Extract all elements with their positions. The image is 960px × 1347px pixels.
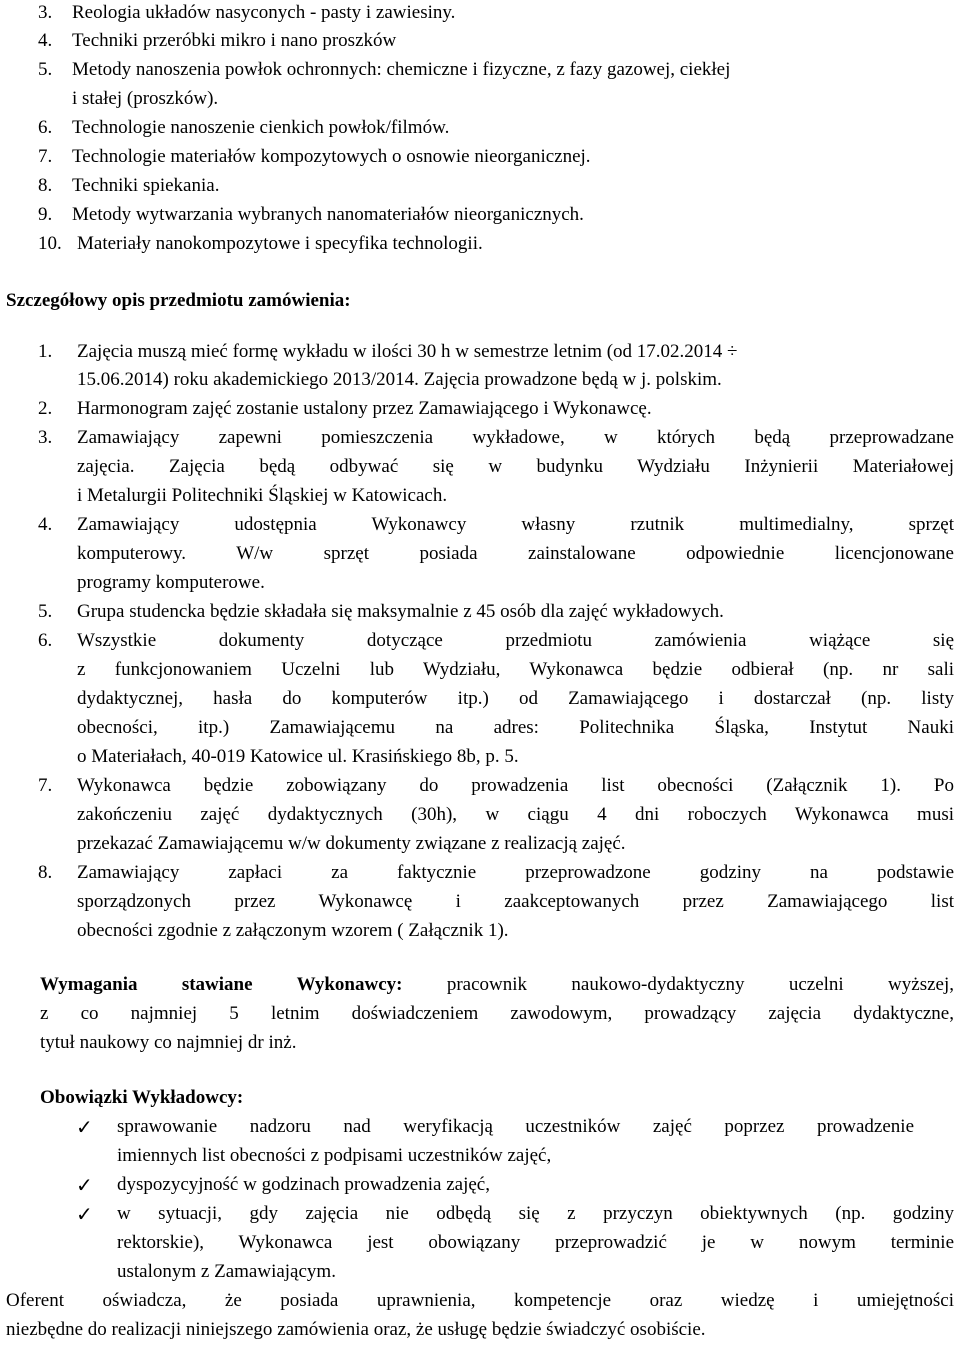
closing-line: Oferent oświadcza, że posiada uprawnienia, kompetencje oraz wiedzę i umiejętności [6,1290,954,1311]
list-number: 4. [38,514,53,535]
list-item: Metody wytwarzania wybranych nanomateriałów nieorganicznych. [72,204,584,225]
list-item-line: Wykonawca będzie zobowiązany do prowadzenia list obecności (Załącznik 1). Po [77,775,954,796]
list-item-line: 15.06.2014) roku akademickiego 2013/2014. Zajęcia prowadzone będą w j. polskim. [77,369,722,390]
list-item-line: zakończeniu zajęć dydaktycznych (30h), w ciągu 4 dni roboczych Wykonawca musi [77,804,954,825]
list-item-continuation: i stałej (proszków). [72,88,219,109]
duty-line: dyspozycyjność w godzinach prowadzenia zajęć, [117,1174,490,1195]
list-number: 3. [38,2,53,23]
requirements-text: pracownik naukowo-dydaktyczny uczelni wyższej, [402,974,954,995]
list-item-line: przekazać Zamawiającemu w/w dokumenty związane z realizacją zajęć. [77,833,626,854]
list-item-line: dydaktycznej, hasła do komputerów itp.) od Zamawiającego i dostarczał (np. listy [77,688,954,709]
list-number: 7. [38,146,53,167]
duty-line: ustalonym z Zamawiającym. [117,1261,336,1282]
list-number: 8. [38,175,53,196]
list-item: Technologie nanoszenie cienkich powłok/filmów. [72,117,450,138]
list-item-line: komputerowy. W/w sprzęt posiada zainstalowane odpowiednie licencjonowane [77,543,954,564]
list-item-line: Zamawiający udostępnia Wykonawcy własny rzutnik multimedialny, sprzęt [77,514,954,535]
list-item-line: Zamawiający zapewni pomieszczenia wykładowe, w których będą przeprowadzane [77,427,954,448]
duty-line: sprawowanie nadzoru nad weryfikacją uczestników zajęć poprzez prowadzenie [117,1116,914,1137]
list-item: Technologie materiałów kompozytowych o osnowie nieorganicznej. [72,146,591,167]
checkmark-icon: ✓ [76,1173,93,1197]
list-item-line: sporządzonych przez Wykonawcę i zaakceptowanych przez Zamawiającego list [77,891,954,912]
list-item-line: z funkcjonowaniem Uczelni lub Wydziału, Wykonawca będzie odbierał (np. nr sali [77,659,954,680]
requirements-line: z co najmniej 5 letnim doświadczeniem zawodowym, prowadzący zajęcia dydaktyczne, [40,1003,954,1024]
duties-title: Obowiązki Wykładowcy: [40,1087,244,1108]
list-number: 5. [38,59,53,80]
list-item-line: obecności zgodnie z załączonym wzorem ( Załącznik 1). [77,920,509,941]
closing-line: niezbędne do realizacji niniejszego zamówienia oraz, że usługę będzie świadczyć osobiście. [6,1319,706,1340]
list-number: 6. [38,630,53,651]
list-number: 9. [38,204,53,225]
list-number: 4. [38,30,53,51]
list-number: 5. [38,601,53,622]
list-item-line: Zajęcia muszą mieć formę wykładu w ilości 30 h w semestrze letnim (od 17.02.2014 ÷ [77,341,738,362]
list-item-line: Zamawiający zapłaci za faktycznie przeprowadzone godziny na podstawie [77,862,954,883]
requirements-line [40,974,954,996]
requirements-line: tytuł naukowy co najmniej dr inż. [40,1032,297,1053]
list-number: 8. [38,862,53,883]
list-item-line: Wszystkie dokumenty dotyczące przedmiotu zamówienia wiążące się [77,630,954,651]
list-item: Techniki przeróbki mikro i nano proszków [72,30,397,51]
list-number: 2. [38,398,53,419]
list-item-line: obecności, itp.) Zamawiającemu na adres: Politechnika Śląska, Instytut Nauki [77,717,954,738]
duty-line: rektorskie), Wykonawca jest obowiązany przeprowadzić je w nowym terminie [117,1232,954,1253]
section-title: Szczegółowy opis przedmiotu zamówienia: [6,290,351,311]
list-item: Reologia układów nasyconych - pasty i zawiesiny. [72,2,456,23]
list-item: Metody nanoszenia powłok ochronnych: chemiczne i fizyczne, z fazy gazowej, ciekłej [72,59,731,80]
list-item-line: o Materiałach, 40-019 Katowice ul. Krasińskiego 8b, p. 5. [77,746,519,767]
list-number: 10. [38,233,62,254]
list-item: Techniki spiekania. [72,175,220,196]
requirements-label: Wymagania stawiane Wykonawcy: [40,974,403,995]
list-item-line: i Metalurgii Politechniki Śląskiej w Katowicach. [77,485,448,506]
list-item: Materiały nanokompozytowe i specyfika technologii. [77,233,483,254]
list-number: 1. [38,341,53,362]
list-number: 7. [38,775,53,796]
list-number: 6. [38,117,53,138]
list-number: 3. [38,427,53,448]
duty-line: imiennych list obecności z podpisami uczestników zajęć, [117,1145,552,1166]
list-item-line: zajęcia. Zajęcia będą odbywać się w budynku Wydziału Inżynierii Materiałowej [77,456,954,477]
list-item-line: Harmonogram zajęć zostanie ustalony przez Zamawiającego i Wykonawcę. [77,398,652,419]
checkmark-icon: ✓ [76,1115,93,1139]
list-item-line: Grupa studencka będzie składała się maksymalnie z 45 osób dla zajęć wykładowych. [77,601,724,622]
list-item-line: programy komputerowe. [77,572,265,593]
duty-line: w sytuacji, gdy zajęcia nie odbędą się z przyczyn obiektywnych (np. godziny [117,1203,954,1224]
checkmark-icon: ✓ [76,1202,93,1226]
